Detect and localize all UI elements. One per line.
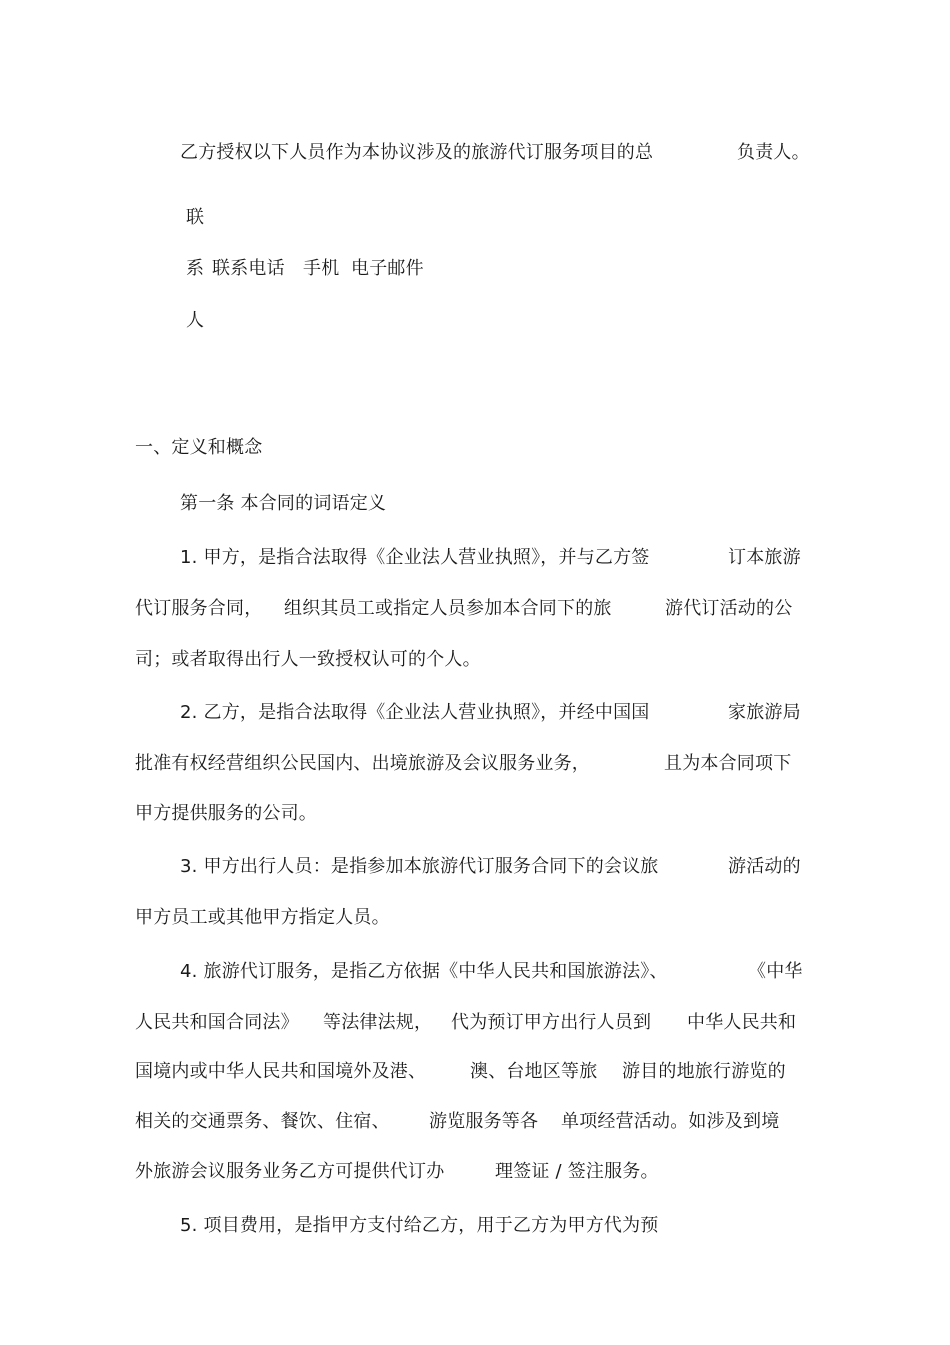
item4-line3-c: 游目的地旅行游览的 [622,1061,786,1082]
item3-line1-b: 游活动的 [728,856,801,877]
contact-person-char-1: 联 [186,207,205,228]
item4-line4-a: 相关的交通票务、餐饮、住宿、 [135,1111,390,1132]
item4-line2-b: 等法律法规， [323,1012,433,1033]
item2-line1-b: 家旅游局 [728,702,801,723]
item2-line2-b: 且为本合同项下 [664,753,792,774]
item4-line2-d: 中华人民共和 [687,1012,797,1033]
item1-line2-b: 组织其员工或指定人员参加本合同下的旅 [284,598,612,619]
contact-phone-header: 联系电话 [212,258,285,279]
article-title-text: 第一条 本合同的词语定义 [180,493,387,514]
item4-line3-b: 澳、台地区等旅 [470,1061,598,1082]
item4-line5-a: 外旅游会议服务业务乙方可提供代订办 [135,1161,445,1182]
item3-line2-text: 甲方员工或其他甲方指定人员。 [135,907,390,928]
item5-line1-text: 5. 项目费用，是指甲方支付给乙方，用于乙方为甲方代为预 [180,1215,659,1236]
item4-line4-c: 单项经营活动。如涉及到境 [561,1111,780,1132]
item1-line1-a: 1. 甲方，是指合法取得《企业法人营业执照》，并与乙方签 [180,547,650,568]
item4-line4-b: 游览服务等各 [429,1111,539,1132]
item4-line2-a: 人民共和国合同法》 [135,1012,299,1033]
item3-line1-a: 3. 甲方出行人员：是指参加本旅游代订服务合同下的会议旅 [180,856,659,877]
item1-line3-text: 司；或者取得出行人一致授权认可的个人。 [135,649,481,670]
contact-person-char-3: 人 [186,310,205,331]
item2-line2-a: 批准有权经营组织公民国内、出境旅游及会议服务业务， [135,753,590,774]
item4-line1-a: 4. 旅游代订服务，是指乙方依据《中华人民共和国旅游法》、 [180,961,668,982]
contact-person-char-2: 系 [186,258,205,279]
item4-line5-b: 理签证 / 签注服务。 [495,1161,659,1182]
section-heading-text: 一、定义和概念 [135,437,263,458]
item1-line2-a: 代订服务合同， [135,598,263,619]
authorization-text-left: 乙方授权以下人员作为本协议涉及的旅游代订服务项目的总 [180,142,654,163]
contact-mobile-header: 手机 [303,258,340,279]
item1-line2-c: 游代订活动的公 [665,598,793,619]
item4-line2-c: 代为预订甲方出行人员到 [451,1012,652,1033]
item4-line1-b: 《中华 [748,961,803,982]
item2-line1-a: 2. 乙方，是指合法取得《企业法人营业执照》，并经中国国 [180,702,650,723]
item4-line3-a: 国境内或中华人民共和国境外及港、 [135,1061,427,1082]
item1-line1-b: 订本旅游 [728,547,801,568]
authorization-text-right: 负责人。 [737,142,810,163]
item2-line3-text: 甲方提供服务的公司。 [135,803,317,824]
contact-email-header: 电子邮件 [351,258,424,279]
